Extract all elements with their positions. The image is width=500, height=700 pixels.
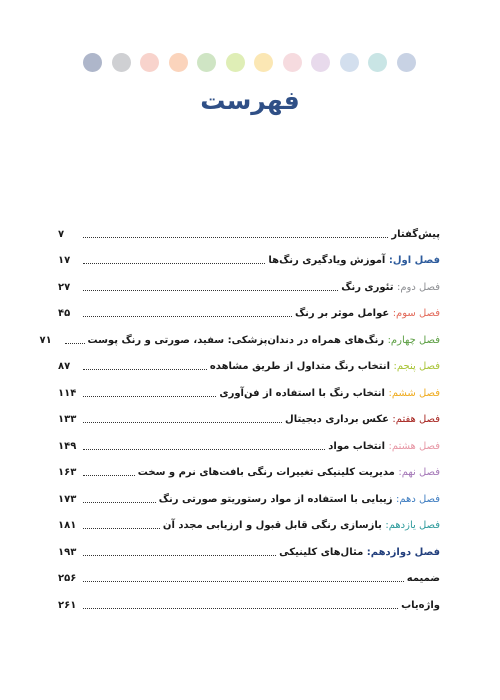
- toc-page-number: ۱۴۹: [58, 440, 77, 452]
- toc-entry-label: [285, 414, 440, 425]
- toc-page-number: ۷۱: [39, 334, 52, 346]
- toc-chapter-number: فصل دوازدهم:: [366, 546, 440, 558]
- toc-chapter-title: ضمیمه: [406, 573, 440, 585]
- toc-chapter-title: آموزش ویادگیری رنگ‌ها: [268, 255, 386, 267]
- toc-page-number: ۱۳۳: [58, 414, 77, 426]
- toc-chapter-number: فصل چهارم:: [387, 334, 440, 346]
- toc-chapter-title: پیش‌گفتار: [391, 228, 440, 240]
- decorative-dot: [226, 53, 245, 72]
- toc-chapter-title: واژه‌یاب: [401, 599, 440, 611]
- decorative-dot: [112, 53, 131, 72]
- toc-chapter-title: عکس برداری دیجیتال: [285, 414, 389, 426]
- decorative-dot: [368, 53, 387, 72]
- dot-leader: [83, 237, 388, 238]
- toc-entry-label: [279, 547, 440, 558]
- toc-entry-label: [159, 494, 440, 505]
- decorative-dot: [197, 53, 216, 72]
- dot-leader: [83, 449, 325, 450]
- toc-page-number: ۷: [58, 228, 65, 240]
- decorative-dot: [140, 53, 159, 72]
- decorative-dot: [311, 53, 330, 72]
- dot-leader: [83, 528, 160, 529]
- toc-entry[interactable]: [58, 460, 440, 487]
- dot-leader: [83, 475, 135, 476]
- toc-entry[interactable]: [58, 407, 440, 434]
- toc-entry-label: [210, 361, 440, 372]
- decorative-dot: [283, 53, 302, 72]
- page-title: فهرست: [200, 86, 300, 115]
- toc-chapter-number: فصل پنجم:: [393, 361, 440, 373]
- toc-entry-label: [341, 282, 440, 293]
- toc-entry-label: [163, 520, 440, 531]
- toc-page-number: ۴۵: [58, 308, 71, 320]
- toc-entry-label: [295, 308, 440, 319]
- toc-entry-label: [407, 573, 440, 584]
- dot-leader: [83, 396, 216, 397]
- toc-page-number: ۲۵۶: [58, 573, 77, 585]
- decorative-dot: [83, 53, 102, 72]
- toc-chapter-number: فصل دوم:: [396, 281, 440, 293]
- toc-chapter-title: زیبایی با استفاده از مواد رستوریتو صورتی رنگ: [158, 493, 393, 505]
- dot-leader: [83, 263, 265, 264]
- toc-entry[interactable]: [58, 513, 440, 540]
- toc-entry[interactable]: [58, 486, 440, 513]
- toc-chapter-number: فصل سوم:: [392, 308, 440, 320]
- toc-chapter-title: مدیریت کلینیکی تغییرات رنگی بافت‌های نرم و سخت: [137, 467, 395, 479]
- toc-chapter-title: عوامل موثر بر رنگ: [294, 308, 390, 320]
- dot-leader: [83, 316, 292, 317]
- toc-entry[interactable]: [58, 274, 440, 301]
- toc-chapter-number: فصل هشتم:: [388, 440, 440, 452]
- toc-page-number: ۱۱۴: [58, 387, 77, 399]
- toc-entry[interactable]: [58, 221, 440, 248]
- dot-leader: [83, 422, 282, 423]
- dot-leader: [83, 608, 398, 609]
- toc-chapter-title: مثال‌های کلینیکی: [279, 546, 364, 558]
- toc-chapter-title: تئوری رنگ: [341, 281, 394, 293]
- toc-page-number: ۱۹۳: [58, 546, 77, 558]
- toc-entry[interactable]: [58, 592, 440, 619]
- toc-entry[interactable]: [58, 380, 440, 407]
- dot-leader: [83, 555, 276, 556]
- toc-entry-label: [401, 600, 440, 611]
- toc-entry[interactable]: [58, 301, 440, 328]
- toc-chapter-number: فصل یازدهم:: [385, 520, 440, 532]
- toc-chapter-title: بازسازی رنگی قابل قبول و ارزیابی مجدد آن: [162, 520, 382, 532]
- toc-page-number: ۸۷: [58, 361, 71, 373]
- toc-chapter-title: رنگ‌های همراه در دندان‌پزشکی: سفید، صورتی و رنگ پوست: [87, 334, 385, 346]
- dot-leader: [83, 369, 207, 370]
- toc-chapter-number: فصل نهم:: [398, 467, 440, 479]
- toc-page-number: ۱۶۳: [58, 467, 77, 479]
- toc-entry-label: [268, 255, 440, 266]
- toc-entry-label: [138, 467, 440, 478]
- toc-entry[interactable]: [58, 566, 440, 593]
- dot-leader: [83, 290, 338, 291]
- toc-chapter-number: فصل دهم:: [396, 493, 440, 505]
- toc-entry[interactable]: [58, 433, 440, 460]
- toc-page-number: ۱۷۳: [58, 493, 77, 505]
- table-of-contents: [39, 221, 440, 619]
- toc-page-number: ۱۷: [58, 255, 71, 267]
- dot-leader: [83, 502, 156, 503]
- toc-page-number: ۱۸۱: [58, 520, 77, 532]
- toc-entry[interactable]: [58, 354, 440, 381]
- toc-chapter-number: فصل هفتم:: [392, 414, 440, 426]
- decorative-dot: [397, 53, 416, 72]
- toc-chapter-number: فصل اول:: [388, 255, 440, 267]
- toc-entry-label: [88, 335, 440, 346]
- decorative-dot: [169, 53, 188, 72]
- dot-leader: [65, 343, 85, 344]
- toc-entry[interactable]: [39, 327, 440, 354]
- toc-entry-label: [391, 229, 440, 240]
- toc-chapter-title: انتخاب مواد: [328, 440, 386, 452]
- toc-entry-label: [328, 441, 440, 452]
- toc-chapter-title: انتخاب رنگ با استفاده از فن‌آوری: [219, 387, 385, 399]
- decorative-dot: [340, 53, 359, 72]
- toc-entry[interactable]: [58, 539, 440, 566]
- dot-leader: [83, 581, 404, 582]
- toc-chapter-number: فصل ششم:: [388, 387, 440, 399]
- toc-entry-label: [219, 388, 440, 399]
- toc-entry[interactable]: [58, 248, 440, 275]
- toc-page-number: ۲۷: [58, 281, 71, 293]
- decorative-dots: [83, 51, 416, 73]
- toc-chapter-title: انتخاب رنگ متداول از طریق مشاهده: [209, 361, 391, 373]
- toc-page-number: ۲۶۱: [58, 599, 77, 611]
- decorative-dot: [254, 53, 273, 72]
